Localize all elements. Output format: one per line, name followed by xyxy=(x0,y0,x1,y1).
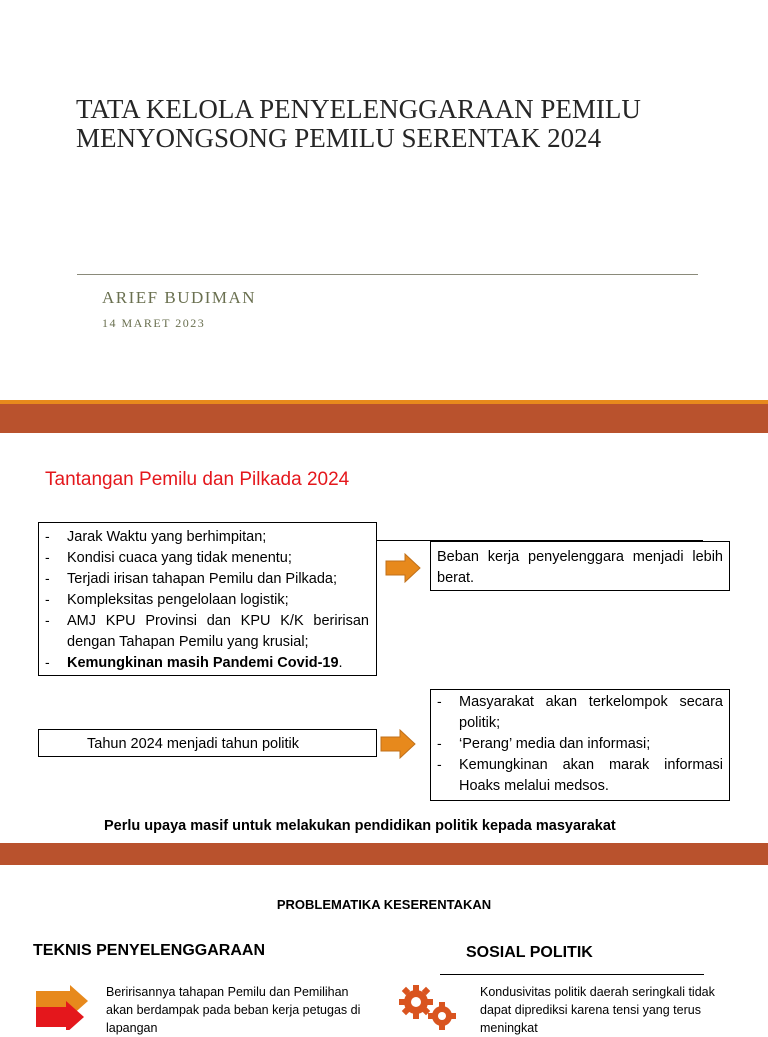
list-item: - Masyarakat akan terkelompok secara politik; xyxy=(437,693,723,731)
title-divider xyxy=(77,274,698,275)
double-arrow-icon xyxy=(36,985,94,1030)
sociopolitical-description: Kondusivitas politik daerah seringkali tidak dapat diprediksi karena tensi yang terus meningkat xyxy=(480,985,715,1035)
slide1-title xyxy=(76,95,716,153)
column-title-sociopolitical: SOSIAL POLITIK xyxy=(466,944,593,961)
political-year-box: Tahun 2024 menjadi tahun politik xyxy=(38,729,377,757)
slide2-heading: Tantangan Pemilu dan Pilkada 2024 xyxy=(45,469,350,490)
dash-bullet: - xyxy=(45,654,50,670)
dash-bullet: - xyxy=(45,528,50,544)
gears-icon xyxy=(398,982,460,1032)
right-arrow-icon xyxy=(385,553,421,583)
dash-bullet: - xyxy=(437,735,442,751)
slide1-title-line1: TATA KELOLA PENYELENGGARAAN PEMILU xyxy=(76,94,641,124)
list-item: - Kemungkinan akan marak informasi Hoaks melalui medsos. xyxy=(437,756,723,794)
effect-workload-box: Beban kerja penyelenggara menjadi lebih berat. xyxy=(430,541,730,591)
page-number: 1 xyxy=(738,834,743,843)
slide3-heading: PROBLEMATIKA KESERENTAKAN xyxy=(276,897,492,912)
column-divider xyxy=(440,974,704,975)
list-item: - AMJ KPU Provinsi dan KPU K/K beririsan dengan Tahapan Pemilu yang krusial; xyxy=(45,612,369,650)
challenges-box xyxy=(38,522,377,676)
footer-rule xyxy=(57,840,707,841)
author-name: ARIEF BUDIMAN xyxy=(102,288,257,307)
dash-bullet: - xyxy=(45,591,50,607)
list-item: - Kompleksitas pengelolaan logistik; xyxy=(45,591,289,608)
dash-bullet: - xyxy=(437,756,442,772)
dash-bullet: - xyxy=(45,570,50,586)
column-title-technical: TEKNIS PENYELENGGARAAN xyxy=(33,942,266,959)
dash-bullet: - xyxy=(437,693,442,709)
dash-bullet: - xyxy=(45,549,50,565)
slide1-title-line2: MENYONGSONG PEMILU SERENTAK 2024 xyxy=(76,123,602,153)
effects-list xyxy=(433,692,723,797)
list-item: - Kemungkinan masih Pandemi Covid-19. xyxy=(45,654,343,671)
list-item: - Jarak Waktu yang berhimpitan; xyxy=(45,528,267,545)
dash-bullet: - xyxy=(45,612,50,628)
technical-description: Beririsannya tahapan Pemilu dan Pemilihan akan berdampak pada beban kerja petugas di lapangan xyxy=(106,985,361,1035)
slide-separator xyxy=(0,404,768,433)
right-arrow-icon xyxy=(380,729,416,759)
list-item: - Terjadi irisan tahapan Pemilu dan Pilkada; xyxy=(45,570,338,587)
presentation-date: 14 MARET 2023 xyxy=(102,316,206,330)
list-item: - ‘Perang’ media dan informasi; xyxy=(437,735,651,752)
slide2-conclusion: Perlu upaya masif untuk melakukan pendidikan politik kepada masyarakat xyxy=(104,818,616,834)
challenges-list xyxy=(41,527,369,674)
effects-society-box xyxy=(430,689,730,801)
list-item: - Kondisi cuaca yang tidak menentu; xyxy=(45,549,292,566)
